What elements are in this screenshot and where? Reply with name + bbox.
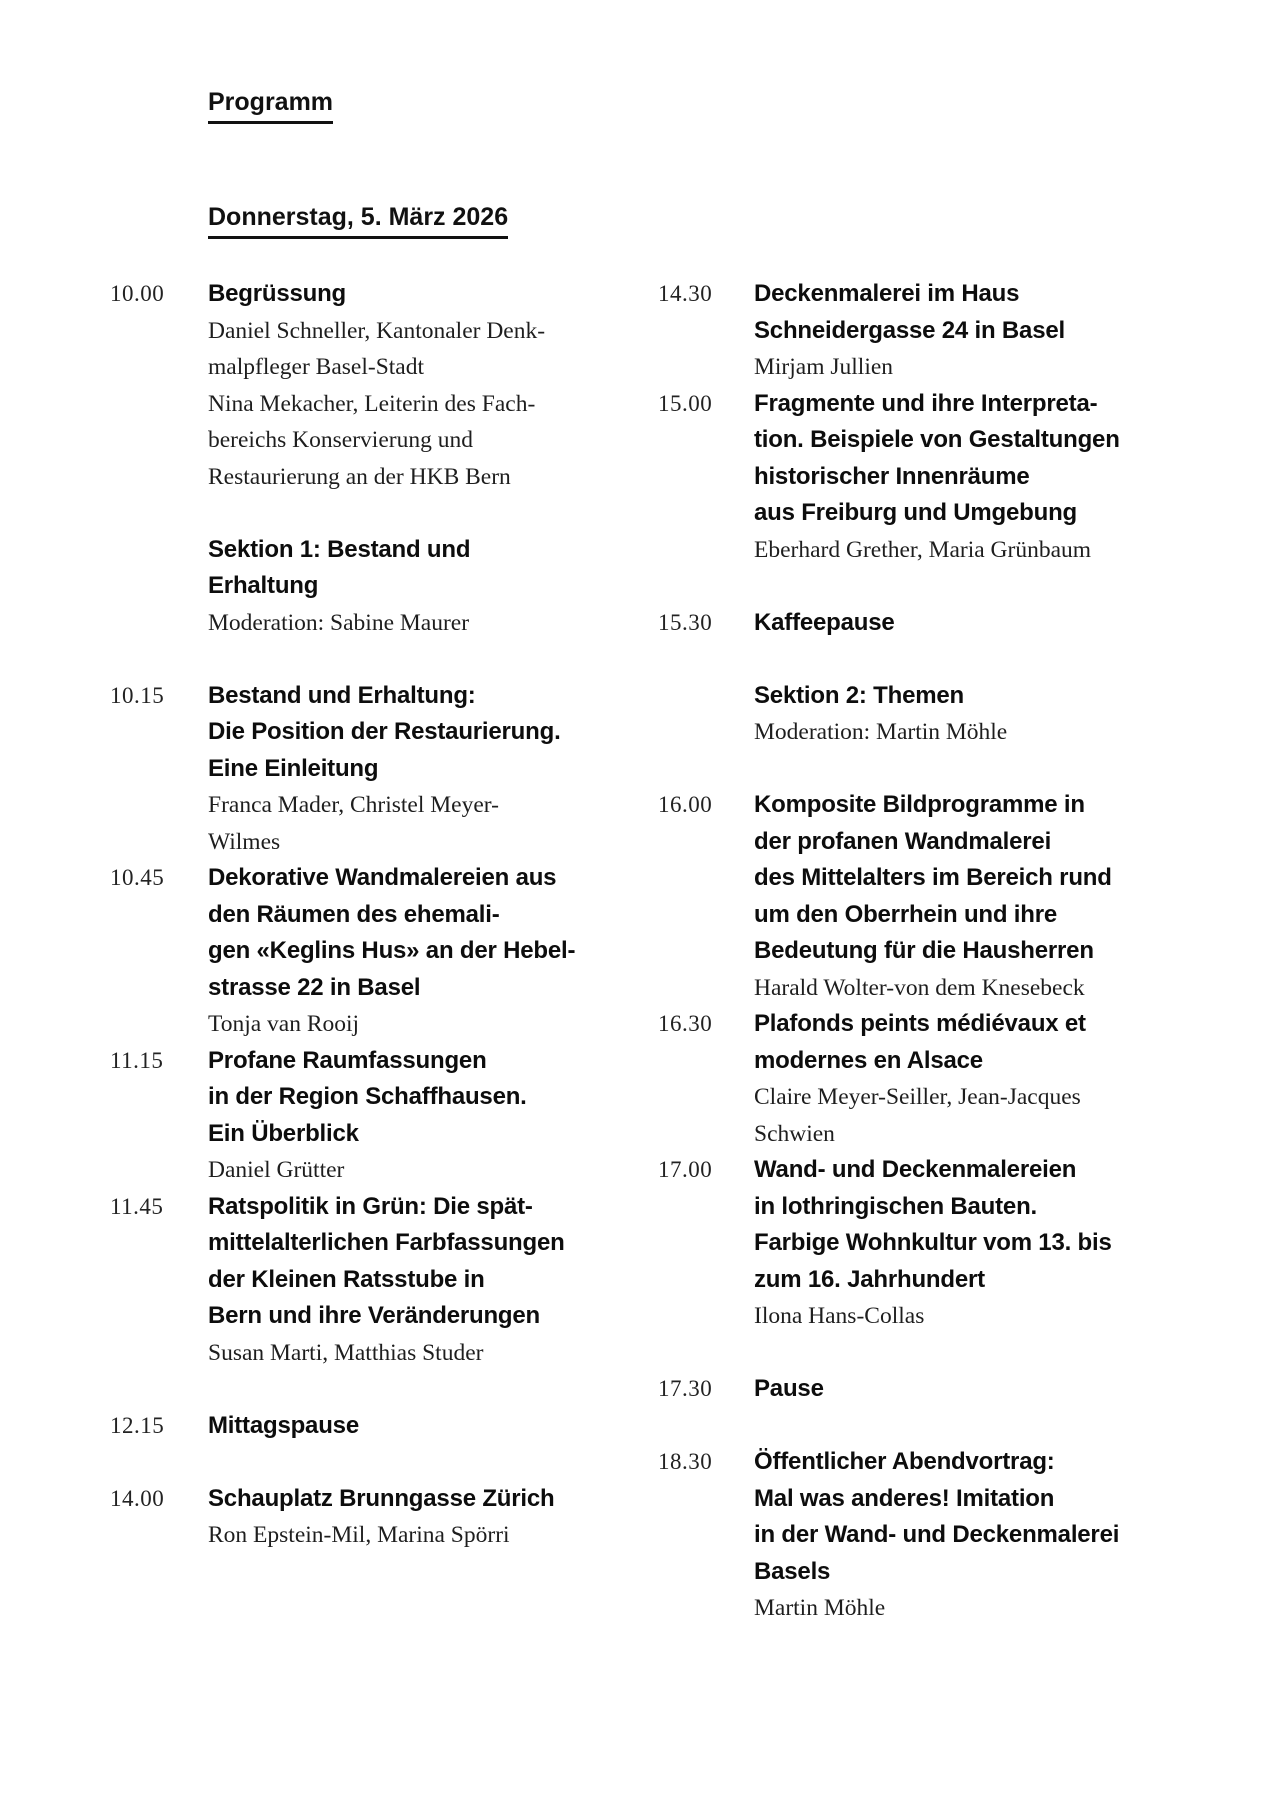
session-title: Sektion 2: Themen [754, 681, 964, 709]
speaker-line [658, 532, 1258, 569]
title-line [110, 568, 630, 605]
session-title: strasse 22 in Basel [208, 973, 421, 1001]
session-time: 18.30 [658, 1449, 713, 1474]
title-line [658, 1152, 1258, 1189]
speaker-name: Moderation: Sabine Maurer [208, 609, 470, 636]
speaker-line [110, 422, 630, 459]
title-line [110, 1116, 630, 1153]
session-title: Pause [754, 1375, 824, 1402]
session-title: Wand- und Deckenmalereien [754, 1156, 1077, 1183]
title-line [658, 787, 1258, 824]
session-title: Sektion 1: Bestand und [208, 535, 471, 563]
speaker-line [658, 970, 1258, 1007]
title-line [658, 1554, 1258, 1591]
program-column-right [658, 276, 1258, 1627]
speaker-line [658, 1298, 1258, 1335]
session-title: Bern und ihre Veränderungen [208, 1302, 540, 1329]
speaker-name: Harald Wolter-von dem Knesebeck [754, 974, 1085, 1001]
schedule-entry [658, 1408, 1258, 1627]
speaker-line [110, 1152, 630, 1189]
title-line [658, 422, 1258, 459]
session-title: Die Position der Restaurierung. [208, 718, 561, 745]
schedule-entry [658, 386, 1258, 569]
schedule-entry [110, 1189, 630, 1372]
title-line [110, 1262, 630, 1299]
session-title: Öffentlicher Abendvortrag: [754, 1448, 1055, 1475]
session-title: Schauplatz Brunngasse Zürich [208, 1484, 555, 1512]
speaker-line [110, 386, 630, 423]
session-title: Komposite Bildprogramme in [754, 791, 1085, 818]
session-title: Farbige Wohnkultur vom 13. bis [754, 1229, 1112, 1256]
title-line [110, 276, 630, 313]
speaker-line [110, 349, 630, 386]
session-time: 10.00 [110, 281, 165, 306]
session-title: in der Region Schaffhausen. [208, 1083, 527, 1110]
session-time: 15.30 [658, 609, 713, 635]
speaker-name: malpfleger Basel-Stadt [208, 354, 424, 380]
session-time: 16.30 [658, 1011, 713, 1036]
speaker-line [110, 605, 630, 642]
title-line [110, 970, 630, 1007]
session-time: 15.00 [658, 390, 713, 416]
title-line [110, 933, 630, 970]
session-title: mittelalterlichen Farbfassungen [208, 1229, 565, 1256]
spacer [110, 641, 630, 678]
speaker-name: Restaurierung an der HKB Bern [208, 463, 511, 490]
title-line [658, 1225, 1258, 1262]
title-line [658, 1189, 1258, 1226]
session-title: Eine Einleitung [208, 754, 379, 782]
spacer [658, 641, 1258, 678]
speaker-name: Claire Meyer-Seiller, Jean-Jacques [754, 1084, 1081, 1110]
title-line [658, 860, 1258, 897]
session-title: Ein Überblick [208, 1119, 359, 1147]
title-line [110, 1298, 630, 1335]
spacer [658, 568, 1258, 605]
session-title: historischer Innenräume [754, 462, 1030, 490]
schedule-entry [658, 1152, 1258, 1335]
session-title: der Kleinen Ratsstube in [208, 1265, 485, 1293]
title-line [658, 386, 1258, 423]
session-time: 10.45 [110, 865, 165, 890]
speaker-line [658, 714, 1258, 751]
title-line [658, 276, 1258, 313]
session-title: Deckenmalerei im Haus [754, 280, 1020, 307]
session-title: tion. Beispiele von Gestaltungen [754, 426, 1120, 453]
schedule-entry [658, 276, 1258, 386]
speaker-name: Eberhard Grether, Maria Grünbaum [754, 536, 1092, 563]
speaker-line [110, 1006, 630, 1043]
schedule-entry [658, 751, 1258, 1007]
spacer [110, 1371, 630, 1408]
speaker-line [110, 787, 630, 824]
title-line [110, 751, 630, 788]
title-line [110, 532, 630, 569]
session-title: Fragmente und ihre Interpreta- [754, 389, 1098, 417]
schedule-entry [110, 641, 630, 860]
session-title: Bestand und Erhaltung: [208, 681, 476, 709]
spacer [658, 1408, 1258, 1445]
program-column-left [110, 276, 630, 1554]
title-line [110, 678, 630, 715]
session-title: um den Oberrhein und ihre [754, 900, 1058, 928]
session-time: 10.15 [110, 682, 165, 708]
title-line [110, 714, 630, 751]
speaker-name: Tonja van Rooij [208, 1011, 360, 1037]
session-title: Kaffeepause [754, 608, 895, 636]
title-line [110, 1481, 630, 1518]
session-title: Plafonds peints médiévaux et [754, 1010, 1086, 1037]
session-time: 16.00 [658, 792, 713, 817]
title-line [110, 1225, 630, 1262]
speaker-name: Daniel Grütter [208, 1157, 345, 1183]
session-time: 12.15 [110, 1412, 165, 1438]
speaker-line [110, 824, 630, 861]
page-title: Programm [208, 87, 333, 124]
speaker-name: Martin Möhle [754, 1595, 886, 1621]
schedule-entry [110, 1043, 630, 1189]
title-line [110, 1043, 630, 1080]
title-line [110, 1079, 630, 1116]
title-line [658, 1043, 1258, 1080]
session-title: gen «Keglins Hus» an der Hebel- [208, 937, 576, 964]
session-title: in lothringischen Bauten. [754, 1192, 1038, 1220]
session-title: Basels [754, 1557, 831, 1585]
schedule-entry [658, 1335, 1258, 1408]
speaker-line [658, 1590, 1258, 1627]
session-title: Dekorative Wandmalereien aus [208, 864, 557, 891]
session-title: Mittagspause [208, 1411, 359, 1439]
title-line [658, 495, 1258, 532]
day-title: Donnerstag, 5. März 2026 [208, 202, 508, 239]
title-line [658, 1444, 1258, 1481]
speaker-name: Ron Epstein-Mil, Marina Spörri [208, 1522, 510, 1548]
speaker-line [658, 349, 1258, 386]
title-line [110, 1408, 630, 1445]
title-line [658, 313, 1258, 350]
session-title: Profane Raumfassungen [208, 1046, 487, 1074]
session-title: der profanen Wandmalerei [754, 827, 1052, 855]
speaker-name: Daniel Schneller, Kantonaler Denk- [208, 317, 546, 344]
title-line [110, 897, 630, 934]
session-title: aus Freiburg und Umgebung [754, 499, 1077, 526]
speaker-name: Franca Mader, Christel Meyer- [208, 792, 499, 818]
session-title: Schneidergasse 24 in Basel [754, 316, 1065, 344]
section-header [658, 641, 1258, 751]
session-time: 14.00 [110, 1485, 165, 1511]
title-line [658, 678, 1258, 715]
speaker-line [658, 1116, 1258, 1153]
speaker-name: Ilona Hans-Collas [754, 1303, 925, 1329]
spacer [110, 495, 630, 532]
title-line [658, 605, 1258, 642]
session-time: 17.30 [658, 1376, 713, 1401]
session-title: zum 16. Jahrhundert [754, 1265, 985, 1293]
schedule-entry [110, 1371, 630, 1444]
title-line [110, 1189, 630, 1226]
title-line [110, 860, 630, 897]
speaker-name: Susan Marti, Matthias Studer [208, 1339, 484, 1366]
title-line [658, 1481, 1258, 1518]
session-title: in der Wand- und Deckenmalerei [754, 1521, 1120, 1548]
speaker-name: bereichs Konservierung und [208, 427, 473, 453]
title-line [658, 1517, 1258, 1554]
session-title: den Räumen des ehemali- [208, 900, 500, 928]
schedule-entry [658, 568, 1258, 641]
spacer [110, 1444, 630, 1481]
title-line [658, 1262, 1258, 1299]
spacer [658, 1335, 1258, 1372]
title-line [658, 933, 1258, 970]
session-title: Mal was anderes! Imitation [754, 1484, 1055, 1512]
spacer [658, 751, 1258, 788]
speaker-name: Moderation: Martin Möhle [754, 719, 1008, 745]
speaker-line [110, 313, 630, 350]
section-header [110, 495, 630, 641]
speaker-name: Mirjam Jullien [754, 354, 894, 380]
session-time: 11.45 [110, 1193, 164, 1219]
session-title: Bedeutung für die Hausherren [754, 937, 1094, 964]
title-line [658, 1371, 1258, 1408]
session-time: 11.15 [110, 1047, 164, 1073]
title-line [658, 824, 1258, 861]
schedule-entry [110, 860, 630, 1043]
title-line [658, 1006, 1258, 1043]
schedule-entry [658, 1006, 1258, 1152]
session-title: Ratspolitik in Grün: Die spät- [208, 1192, 533, 1220]
title-line [658, 459, 1258, 496]
session-title: Erhaltung [208, 572, 319, 599]
speaker-line [110, 1335, 630, 1372]
title-line [658, 897, 1258, 934]
session-title: Begrüssung [208, 280, 347, 307]
speaker-name: Nina Mekacher, Leiterin des Fach- [208, 390, 536, 417]
speaker-line [658, 1079, 1258, 1116]
schedule-entry [110, 276, 630, 495]
session-time: 17.00 [658, 1157, 713, 1182]
speaker-name: Schwien [754, 1120, 835, 1147]
session-time: 14.30 [658, 281, 713, 306]
schedule-entry [110, 1444, 630, 1554]
session-title: des Mittelalters im Bereich rund [754, 864, 1112, 891]
speaker-line [110, 1517, 630, 1554]
speaker-name: Wilmes [208, 828, 281, 855]
speaker-line [110, 459, 630, 496]
session-title: modernes en Alsace [754, 1046, 983, 1074]
